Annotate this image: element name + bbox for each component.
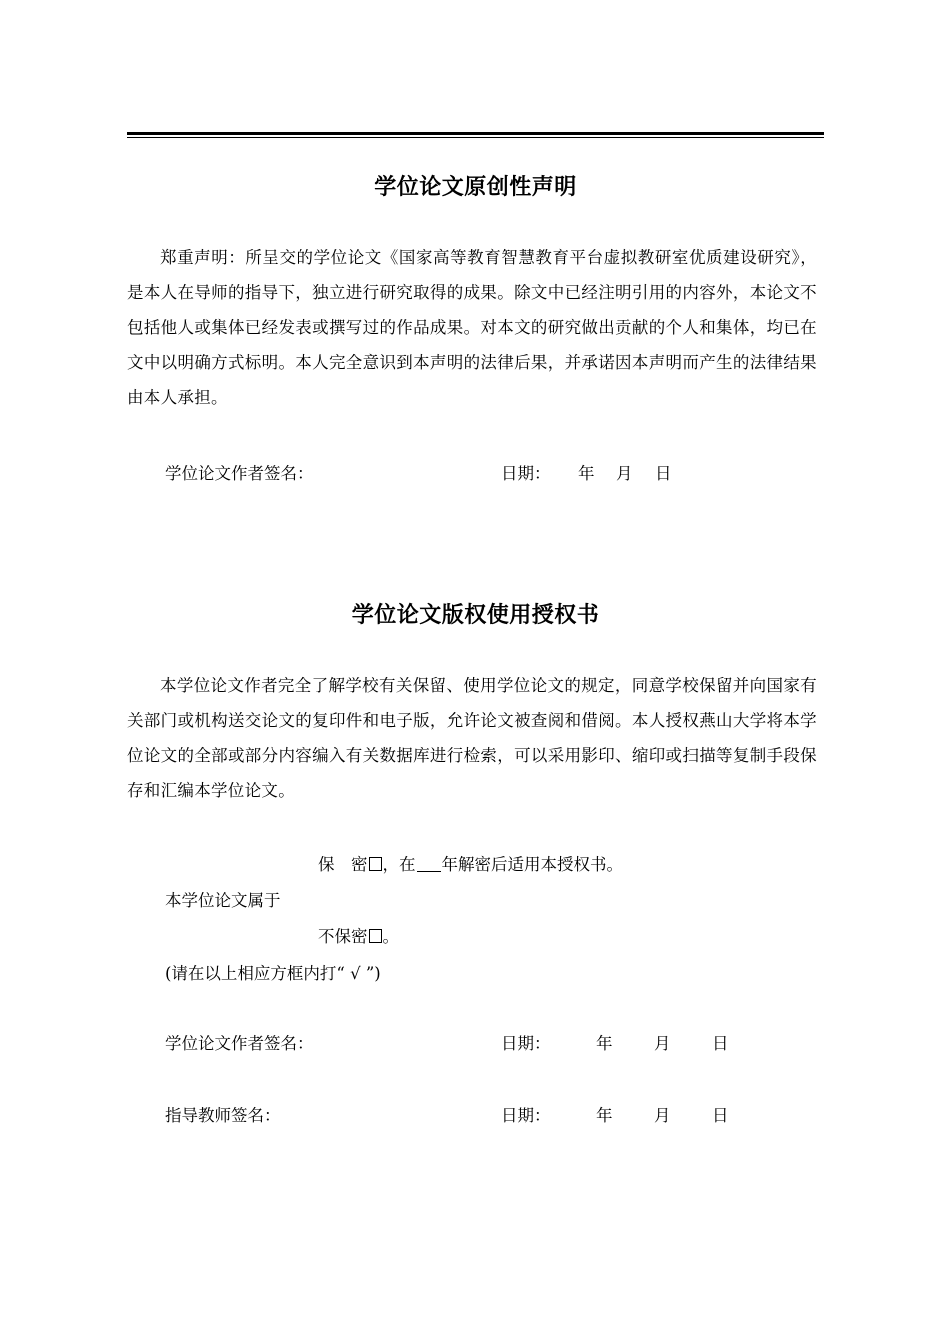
year-label-3: 年 <box>596 1106 613 1125</box>
author-signature-label-1: 学位论文作者签名： <box>165 464 314 483</box>
non-confidential-label: 不保密 <box>318 927 368 946</box>
copyright-title: 学位论文版权使用授权书 <box>351 603 600 628</box>
originality-statement: 郑重声明：所呈交的学位论文《国家高等教育智慧教育平台虚拟教研室优质建设研究》，是本人在导师的指导下，独立进行研究取得的成果。除文中已经注明引用的内容外，本论文不包括他人或集体已经发表或撰写过的作品成果。对本文的研究做出贡献的个人和集体，均已在文中以明确方式标明。本人完全意识到本声明的法律后果，并承诺因本声明而产生的法律结果由本人承担。 <box>127 248 817 407</box>
originality-title: 学位论文原创性声明 <box>374 175 577 200</box>
day-label-3: 日 <box>712 1106 729 1125</box>
month-label-2: 月 <box>654 1034 671 1053</box>
day-label-1: 日 <box>655 464 672 483</box>
date-label-1: 日期： <box>501 464 551 483</box>
author-signature-label-2: 学位论文作者签名： <box>165 1034 314 1053</box>
declassify-year-blank[interactable] <box>417 857 441 872</box>
advisor-signature-label: 指导教师签名： <box>165 1106 281 1125</box>
non-confidential-option <box>318 923 399 947</box>
copyright-authorization-text: 本学位论文作者完全了解学校有关保留、使用学位论文的规定，同意学校保留并向国家有关部门或机构送交论文的复印件和电子版，允许论文被查阅和借阅。本人授权燕山大学将本学位论文的全部或部分内容编入有关数据库进行检索，可以采用影印、缩印或扫描等复制手段保存和汇编本学位论文。 <box>127 676 817 800</box>
confidential-option <box>318 851 623 875</box>
confidential-tail-b: 年解密后适用本授权书。 <box>441 855 623 874</box>
year-label-2: 年 <box>596 1034 613 1053</box>
month-label-3: 月 <box>654 1106 671 1125</box>
confidential-label: 保 密 <box>318 855 368 874</box>
month-label-1: 月 <box>616 464 633 483</box>
non-confidential-checkbox[interactable] <box>369 929 382 943</box>
confidential-tail-a: ，在 <box>382 855 416 874</box>
date-label-2: 日期： <box>501 1034 551 1053</box>
header-rule-thick <box>127 132 824 135</box>
checkbox-instruction: (请在以上相应方框内打“ √ ”) <box>165 964 381 983</box>
day-label-2: 日 <box>712 1034 729 1053</box>
thesis-belongs-label: 本学位论文属于 <box>165 891 281 910</box>
non-confidential-tail: 。 <box>382 927 399 946</box>
year-label-1: 年 <box>578 464 595 483</box>
confidential-checkbox[interactable] <box>369 857 382 871</box>
date-label-3: 日期： <box>501 1106 551 1125</box>
header-rule-thin <box>127 137 824 138</box>
